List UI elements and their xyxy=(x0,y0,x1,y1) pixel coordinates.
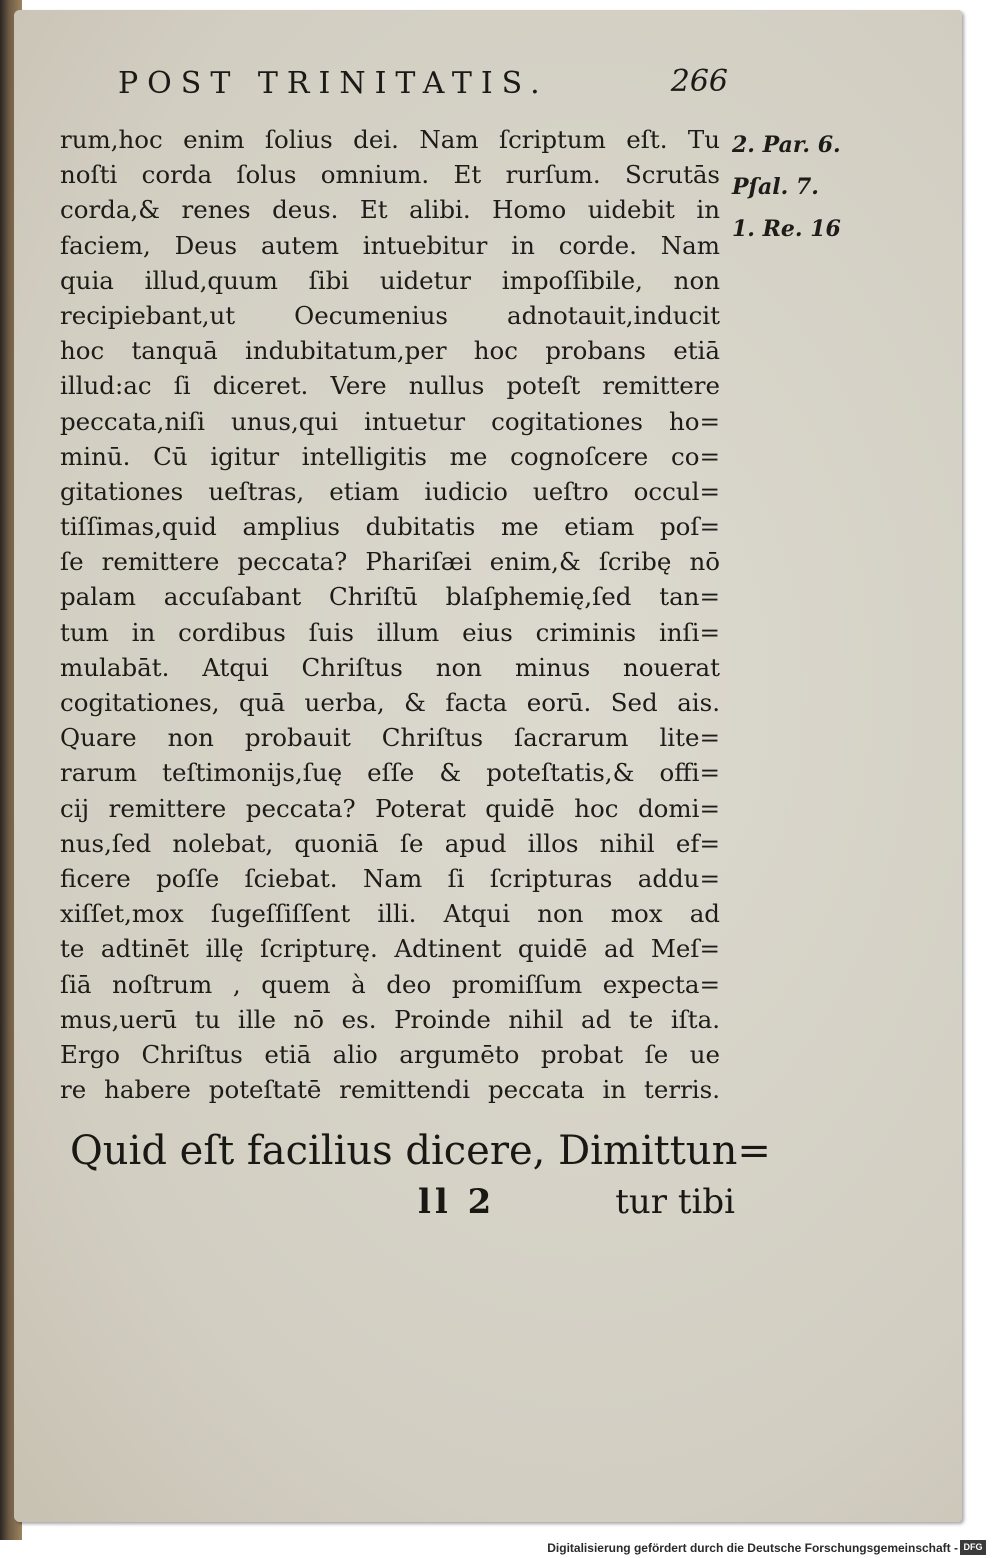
closing-line: Quid eſt facilius dicere, Dimittun= xyxy=(70,1128,771,1174)
text-line: faciem, Deus autem intuebitur in corde. Nam xyxy=(60,230,720,260)
text-line: rum,hoc enim ſolius dei. Nam ſcriptum eſt. Tu xyxy=(60,125,720,154)
funding-credit: Digitalisierung gefördert durch die Deutsche Forschungsgemeinschaft - xyxy=(547,1541,958,1555)
text-line: cogitationes, quā uerba, & facta eorū. Sed ais. xyxy=(60,688,720,717)
text-line: ſiā noſtrum , quem à deo promiſſum expecta= xyxy=(60,969,720,999)
marginal-note: 2. Par. 6. xyxy=(732,132,841,158)
page-number: 266 xyxy=(670,64,728,99)
text-line: palam accuſabant Chriſtū blaſphemię,ſed tan= xyxy=(60,582,720,612)
text-line: noſti corda ſolus omnium. Et rurſum. Scrutās xyxy=(60,160,720,190)
text-line: gitationes ueſtras, etiam iudicio ueſtro occul= xyxy=(60,476,720,506)
text-line: peccata,niſi unus,qui intuetur cogitationes ho= xyxy=(60,406,720,436)
text-line: nus,ſed nolebat, quoniā ſe apud illos nihil ef= xyxy=(60,828,720,858)
body-text xyxy=(60,122,720,1107)
text-line: Quare non probauit Chriſtus ſacrarum lite= xyxy=(60,723,720,753)
page-header xyxy=(118,62,728,112)
text-line: ſe remittere peccata? Phariſæi enim,& ſcribę nō xyxy=(60,547,720,577)
text-line: corda,& renes deus. Et alibi. Homo uidebit in xyxy=(60,195,720,225)
signature-mark: ll 2 xyxy=(418,1182,496,1222)
text-line: hoc tanquā indubitatum,per hoc probans etiā xyxy=(60,336,720,366)
text-line: re habere poteſtatē remittendi peccata in terris. xyxy=(60,1075,720,1105)
marginal-note: Pſal. 7. xyxy=(732,174,819,200)
text-line: mus,uerū tu ille nō es. Proinde nihil ad te iſta. xyxy=(60,1004,720,1034)
text-line: xiſſet,mox ſugeſſiſſent illi. Atqui non mox ad xyxy=(60,899,720,929)
text-line: illud:ac ſi diceret. Vere nullus poteſt remittere xyxy=(60,371,720,401)
text-line: Ergo Chriſtus etiā alio argumēto probat ſe ue xyxy=(60,1039,720,1069)
text-line: mulabāt. Atqui Chriſtus non minus nouerat xyxy=(60,652,720,682)
page-footer xyxy=(70,1182,735,1228)
catchword: tur tibi xyxy=(615,1182,735,1222)
dfg-logo: DFG xyxy=(960,1540,986,1555)
text-line: minū. Cū igitur intelligitis me cognoſcere co= xyxy=(60,441,720,471)
running-title: POST TRINITATIS. xyxy=(118,66,549,101)
text-line: rarum teſtimonijs,ſuę eſſe & poteſtatis,& offi= xyxy=(60,758,720,788)
text-line: cij remittere peccata? Poterat quidē hoc domi= xyxy=(60,793,720,823)
text-line: tum in cordibus ſuis illum eius criminis inſi= xyxy=(60,617,720,647)
marginal-note: 1. Re. 16 xyxy=(732,216,841,242)
text-line: ficere poſſe ſciebat. Nam ſi ſcripturas addu= xyxy=(60,863,720,893)
text-line: quia illud,quum ſibi uidetur impoſſibile, non xyxy=(60,265,720,295)
text-line: recipiebant,ut Oecumenius adnotauit,inducit xyxy=(60,300,720,330)
marginal-notes xyxy=(732,124,852,250)
text-line: tiſſimas,quid amplius dubitatis me etiam poſ= xyxy=(60,512,720,542)
text-line: te adtinēt illę ſcripturę. Adtinent quidē ad Meſ= xyxy=(60,934,720,964)
